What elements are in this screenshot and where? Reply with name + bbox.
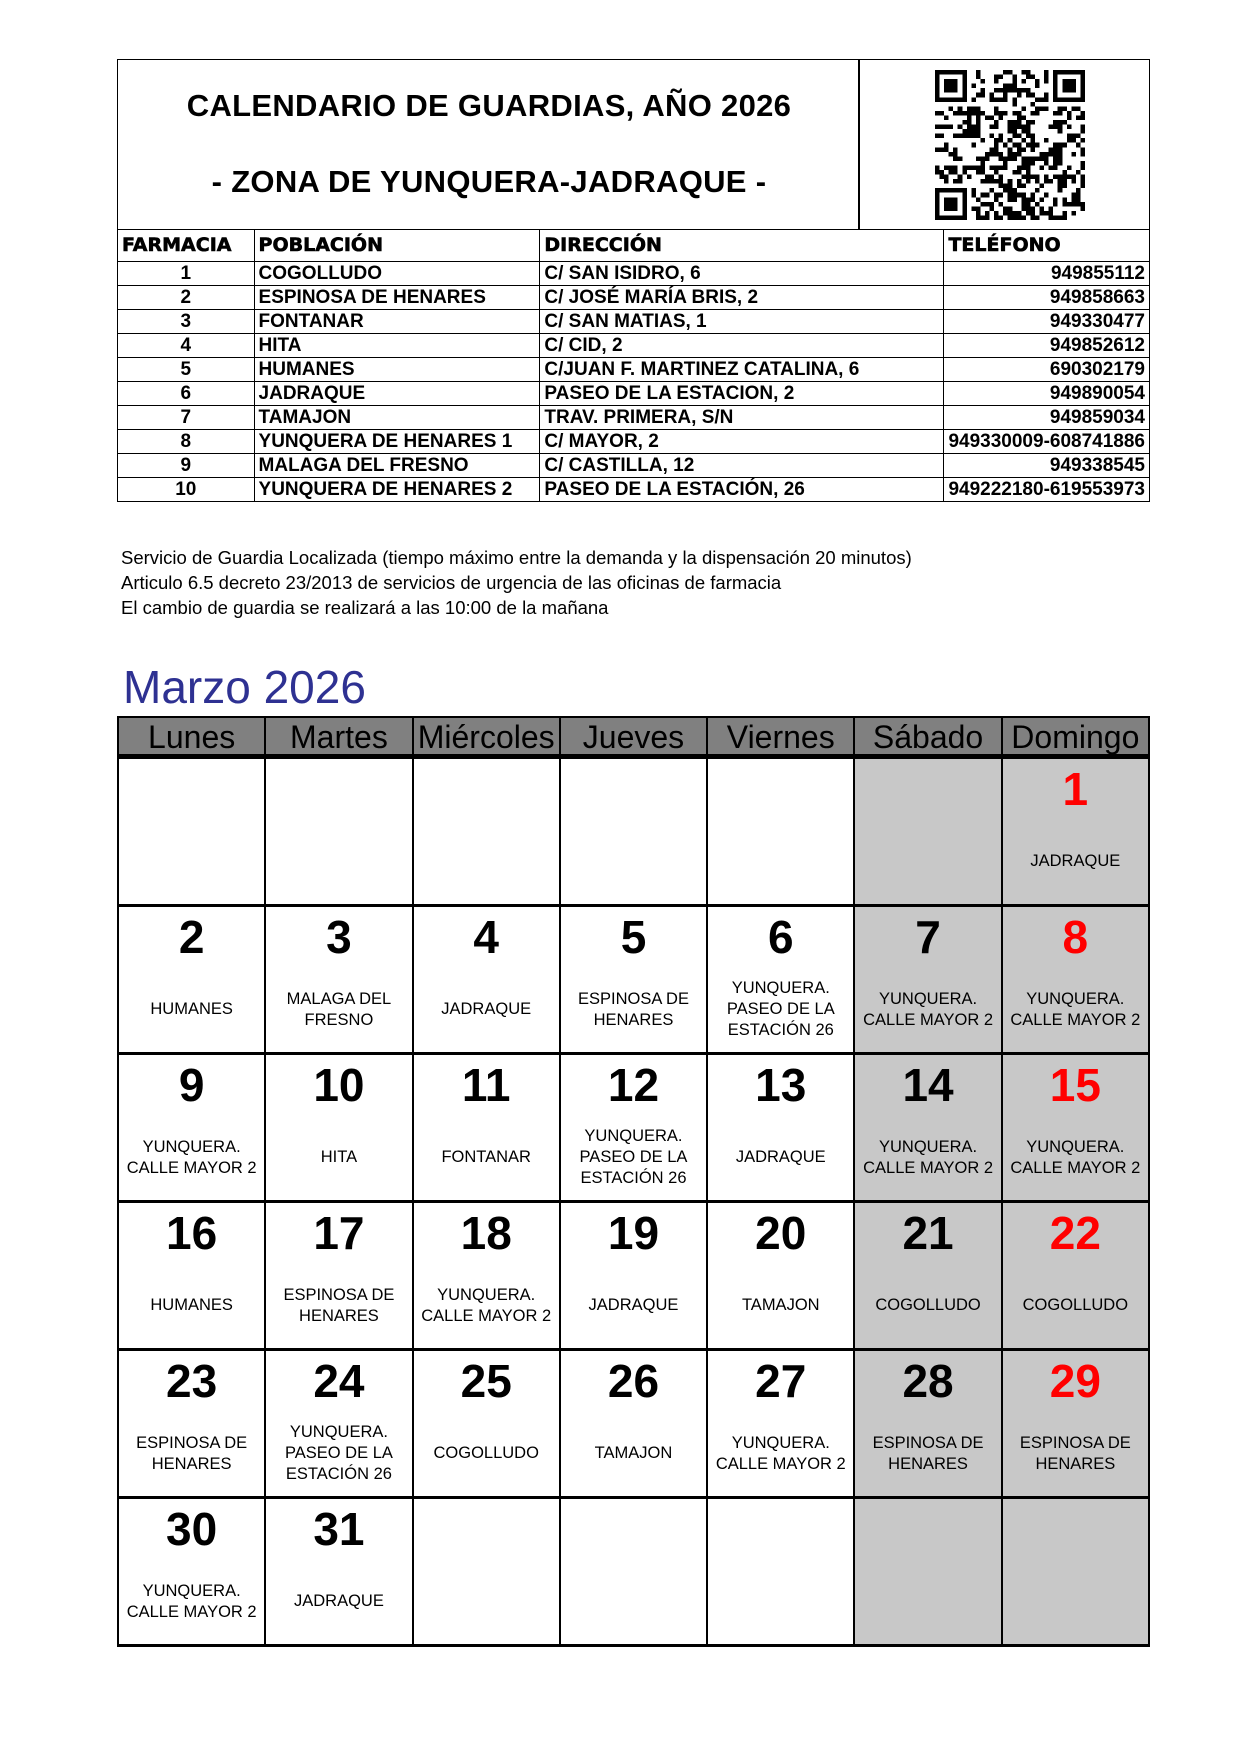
calendar-day-cell (266, 759, 413, 904)
calendar-day-cell (708, 1055, 855, 1200)
day-number: 3 (326, 911, 352, 963)
day-number: 30 (166, 1503, 218, 1555)
calendar-day-cell (855, 759, 1002, 904)
day-number: 25 (460, 1355, 512, 1407)
day-number: 26 (607, 1355, 660, 1407)
pharmacy-address: C/ MAYOR, 2 (540, 430, 944, 454)
calendar-day-cell (414, 907, 561, 1052)
pharmacy-address: C/ SAN MATIAS, 1 (540, 310, 944, 334)
day-number: 19 (607, 1207, 660, 1259)
pharmacy-town: HUMANES (254, 358, 540, 382)
pharmacy-number: 4 (118, 334, 255, 358)
duty-pharmacy: YUNQUERA. CALLE MAYOR 2 (126, 1581, 257, 1621)
duty-pharmacy: ESPINOSA DE HENARES (578, 989, 689, 1029)
pharmacy-town: COGOLLUDO (254, 262, 540, 286)
pharmacy-phone: 949222180-619553973 (944, 478, 1150, 502)
notes (121, 545, 912, 620)
pharmacy-address: C/ CASTILLA, 12 (540, 454, 944, 478)
duty-pharmacy: YUNQUERA. CALLE MAYOR 2 (1010, 1137, 1141, 1177)
day-number: 12 (607, 1059, 660, 1111)
calendar-day-cell (561, 1499, 708, 1644)
table-row (118, 382, 1150, 406)
pharmacy-table-header (118, 230, 1150, 262)
calendar-week (117, 1203, 1150, 1351)
calendar (117, 716, 1150, 1647)
duty-pharmacy: TAMAJON (594, 1444, 673, 1462)
calendar-day-cell (414, 1203, 561, 1348)
day-number: 15 (1049, 1059, 1101, 1111)
duty-pharmacy: HUMANES (150, 1296, 233, 1314)
qr-code-icon (928, 70, 1092, 220)
day-number: 8 (1062, 911, 1089, 963)
duty-pharmacy: JADRAQUE (441, 1000, 532, 1018)
pharmacy-address: C/JUAN F. MARTINEZ CATALINA, 6 (540, 358, 944, 382)
duty-pharmacy: YUNQUERA. PASEO DE LA ESTACIÓN 26 (579, 1127, 688, 1187)
duty-pharmacy: HITA (320, 1148, 358, 1166)
pharmacy-town: HITA (254, 334, 540, 358)
duty-pharmacy: COGOLLUDO (433, 1444, 539, 1462)
calendar-day-cell (1003, 1351, 1150, 1496)
calendar-day-cell (855, 1055, 1002, 1200)
calendar-day-cell (561, 1351, 708, 1496)
calendar-day-cell (855, 1499, 1002, 1644)
col-poblacion: POBLACIÓN (254, 230, 540, 262)
pharmacy-phone: 949890054 (944, 382, 1150, 406)
calendar-day-cell (266, 1203, 413, 1348)
day-number: 5 (620, 911, 647, 963)
duty-pharmacy: MALAGA DEL FRESNO (286, 989, 392, 1029)
calendar-day-cell (708, 1203, 855, 1348)
table-row (118, 286, 1150, 310)
weekday-label: Sábado (855, 718, 1002, 754)
pharmacy-number: 10 (118, 478, 255, 502)
calendar-day-cell (119, 759, 266, 904)
calendar-week (117, 1055, 1150, 1203)
day-number: 27 (755, 1355, 807, 1407)
calendar-day-cell (708, 1351, 855, 1496)
day-number: 2 (178, 911, 205, 963)
pharmacy-town: YUNQUERA DE HENARES 1 (254, 430, 540, 454)
weekday-label: Martes (266, 718, 413, 754)
pharmacy-number: 5 (118, 358, 255, 382)
day-number: 14 (902, 1059, 954, 1111)
calendar-day-cell (119, 907, 266, 1052)
duty-pharmacy: YUNQUERA. CALLE MAYOR 2 (126, 1137, 257, 1177)
duty-pharmacy: FONTANAR (441, 1148, 531, 1166)
pharmacy-number: 1 (118, 262, 255, 286)
calendar-day-cell (266, 1055, 413, 1200)
pharmacy-number: 9 (118, 454, 255, 478)
calendar-grid (117, 756, 1150, 1647)
day-number: 18 (460, 1207, 512, 1259)
weekday-header (117, 716, 1150, 756)
weekday-label: Domingo (1011, 719, 1140, 754)
calendar-day-cell (266, 1351, 413, 1496)
pharmacy-phone: 949858663 (944, 286, 1150, 310)
duty-pharmacy: COGOLLUDO (1022, 1296, 1129, 1314)
calendar-week (117, 756, 1150, 907)
duty-pharmacy: YUNQUERA. PASEO DE LA ESTACIÓN 26 (284, 1423, 393, 1483)
day-number: 20 (755, 1207, 807, 1259)
duty-pharmacy: TAMAJON (741, 1296, 820, 1314)
pharmacy-number: 6 (118, 382, 255, 406)
duty-pharmacy: YUNQUERA. CALLE MAYOR 2 (715, 1433, 846, 1473)
pharmacy-town: FONTANAR (254, 310, 540, 334)
table-row (118, 262, 1150, 286)
note-line: Articulo 6.5 decreto 23/2013 de servicios de urgencia de las oficinas de farmacia (121, 572, 782, 593)
pharmacy-town: MALAGA DEL FRESNO (254, 454, 540, 478)
day-number: 23 (166, 1355, 218, 1407)
day-number: 29 (1049, 1355, 1101, 1407)
day-number: 21 (902, 1207, 954, 1259)
pharmacy-town: TAMAJON (254, 406, 540, 430)
duty-pharmacy: YUNQUERA. CALLE MAYOR 2 (863, 1137, 993, 1177)
day-number: 11 (461, 1059, 511, 1111)
day-number: 4 (473, 911, 499, 963)
calendar-day-cell (855, 1203, 1002, 1348)
duty-pharmacy: YUNQUERA. CALLE MAYOR 2 (1010, 989, 1141, 1029)
pharmacy-table (117, 230, 1150, 502)
calendar-day-cell (1003, 759, 1150, 904)
calendar-day-cell (414, 1055, 561, 1200)
duty-pharmacy: JADRAQUE (735, 1148, 826, 1166)
calendar-day-cell (1003, 1203, 1150, 1348)
day-number: 13 (755, 1059, 807, 1111)
calendar-day-cell (1003, 1055, 1150, 1200)
duty-pharmacy: YUNQUERA. CALLE MAYOR 2 (421, 1285, 552, 1325)
zone-title: - ZONA DE YUNQUERA-JADRAQUE - (211, 164, 767, 199)
pharmacy-number: 3 (118, 310, 255, 334)
pharmacy-phone: 949855112 (944, 262, 1150, 286)
calendar-day-cell (561, 1055, 708, 1200)
pharmacy-address: PASEO DE LA ESTACIÓN, 26 (540, 478, 944, 502)
day-number: 9 (178, 1059, 205, 1111)
duty-pharmacy: ESPINOSA DE HENARES (136, 1433, 248, 1473)
pharmacy-town: ESPINOSA DE HENARES (254, 286, 540, 310)
month-title: Marzo 2026 (123, 661, 366, 713)
pharmacy-address: C/ CID, 2 (540, 334, 944, 358)
calendar-day-cell (1003, 1499, 1150, 1644)
day-number: 1 (1062, 763, 1089, 815)
pharmacy-address: PASEO DE LA ESTACION, 2 (540, 382, 944, 406)
table-row (118, 454, 1150, 478)
duty-pharmacy: JADRAQUE (588, 1296, 679, 1314)
calendar-day-cell (119, 1351, 266, 1496)
day-number: 10 (313, 1059, 365, 1111)
note-line: Servicio de Guardia Localizada (tiempo máximo entre la demanda y la dispensación 20 minutos) (121, 547, 912, 568)
pharmacy-phone: 949330009-608741886 (944, 430, 1150, 454)
day-number: 16 (166, 1207, 218, 1259)
pharmacy-address: C/ JOSÉ MARÍA BRIS, 2 (540, 286, 944, 310)
calendar-day-cell (414, 1499, 561, 1644)
calendar-day-cell (119, 1203, 266, 1348)
pharmacy-town: JADRAQUE (254, 382, 540, 406)
weekday-label: Miércoles (414, 718, 561, 754)
pharmacy-number: 8 (118, 430, 255, 454)
calendar-day-cell (708, 907, 855, 1052)
table-row (118, 334, 1150, 358)
table-row (118, 478, 1150, 502)
col-telefono: TELÉFONO (944, 230, 1150, 262)
calendar-week (117, 1351, 1150, 1499)
day-number: 7 (915, 911, 941, 963)
weekday-label: Viernes (708, 718, 855, 754)
calendar-day-cell (855, 907, 1002, 1052)
pharmacy-address: TRAV. PRIMERA, S/N (540, 406, 944, 430)
pharmacy-number: 7 (118, 406, 255, 430)
col-farmacia: FARMACIA (118, 230, 255, 262)
calendar-day-cell (414, 759, 561, 904)
table-row (118, 430, 1150, 454)
table-row (118, 406, 1150, 430)
duty-pharmacy: JADRAQUE (1030, 852, 1121, 870)
table-row (118, 310, 1150, 334)
calendar-title: CALENDARIO DE GUARDIAS, AÑO 2026 (186, 88, 792, 123)
duty-pharmacy: HUMANES (150, 1000, 233, 1018)
calendar-week (117, 1499, 1150, 1647)
duty-pharmacy: YUNQUERA. PASEO DE LA ESTACIÓN 26 (726, 979, 835, 1039)
calendar-day-cell (708, 1499, 855, 1644)
header-divider (858, 60, 860, 229)
pharmacy-town: YUNQUERA DE HENARES 2 (254, 478, 540, 502)
weekday-label: Jueves (561, 718, 708, 754)
calendar-day-cell (414, 1351, 561, 1496)
pharmacy-phone: 949330477 (944, 310, 1150, 334)
calendar-day-cell (855, 1351, 1002, 1496)
day-number: 6 (767, 911, 794, 963)
day-number: 22 (1049, 1207, 1101, 1259)
table-row (118, 358, 1150, 382)
day-number: 17 (313, 1207, 365, 1259)
calendar-day-cell (561, 907, 708, 1052)
day-number: 24 (313, 1355, 365, 1407)
calendar-day-cell (266, 907, 413, 1052)
calendar-day-cell (119, 1499, 266, 1644)
pharmacy-phone: 949338545 (944, 454, 1150, 478)
day-number: 31 (313, 1503, 365, 1555)
calendar-day-cell (119, 1055, 266, 1200)
calendar-day-cell (561, 759, 708, 904)
pharmacy-number: 2 (118, 286, 255, 310)
pharmacy-phone: 690302179 (944, 358, 1150, 382)
pharmacy-phone: 949852612 (944, 334, 1150, 358)
calendar-day-cell (561, 1203, 708, 1348)
col-direccion: DIRECCIÓN (540, 230, 944, 262)
duty-pharmacy: COGOLLUDO (875, 1296, 981, 1314)
calendar-week (117, 907, 1150, 1055)
calendar-day-cell (708, 759, 855, 904)
calendar-day-cell (1003, 907, 1150, 1052)
duty-pharmacy: JADRAQUE (293, 1592, 384, 1610)
note-line: El cambio de guardia se realizará a las 10:00 de la mañana (121, 597, 609, 618)
duty-pharmacy: ESPINOSA DE HENARES (1019, 1433, 1131, 1473)
pharmacy-address: C/ SAN ISIDRO, 6 (540, 262, 944, 286)
duty-pharmacy: ESPINOSA DE HENARES (283, 1285, 395, 1325)
day-number: 28 (902, 1355, 954, 1407)
header-box (117, 59, 1150, 230)
duty-pharmacy: ESPINOSA DE HENARES (872, 1433, 984, 1473)
pharmacy-phone: 949859034 (944, 406, 1150, 430)
calendar-day-cell (266, 1499, 413, 1644)
duty-pharmacy: YUNQUERA. CALLE MAYOR 2 (863, 989, 993, 1029)
weekday-label: Lunes (119, 718, 266, 754)
